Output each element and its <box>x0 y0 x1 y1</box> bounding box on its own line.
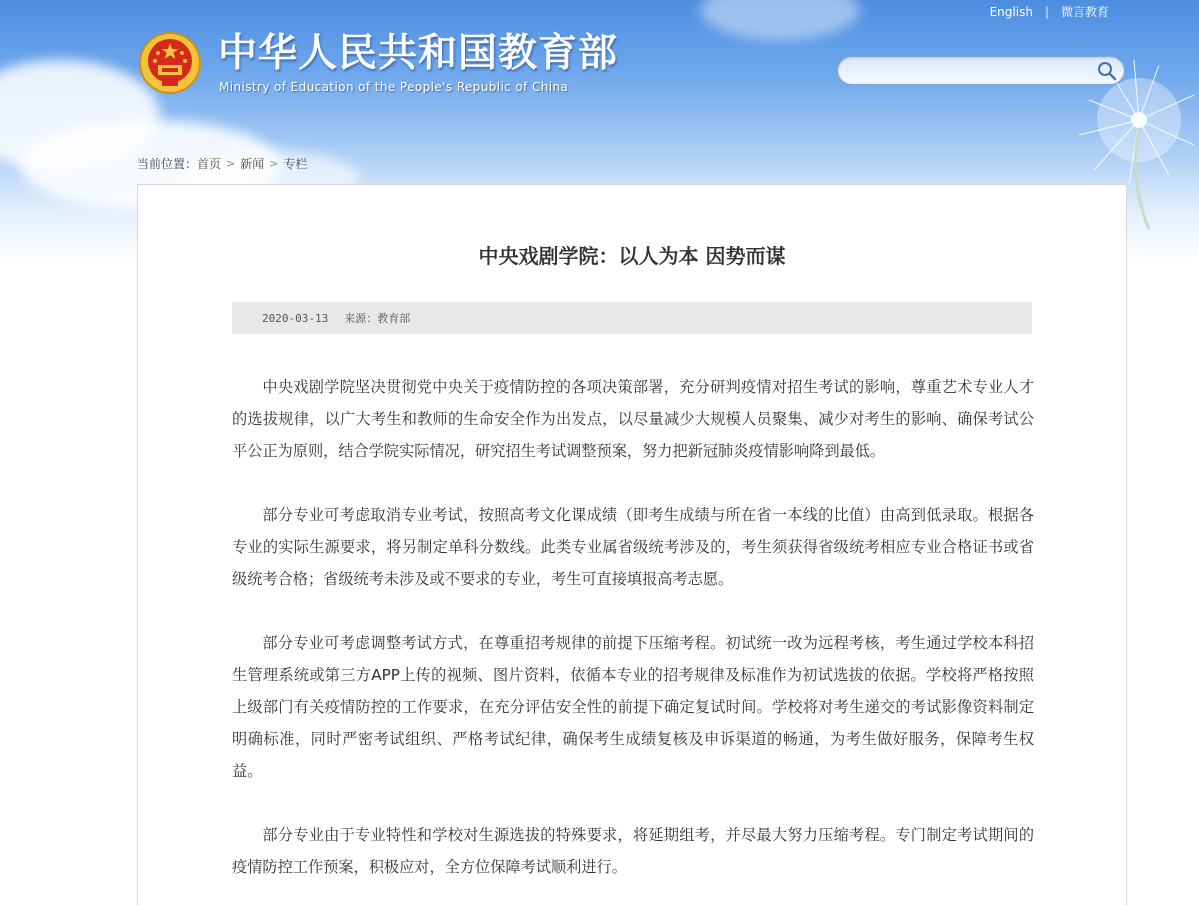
breadcrumb <box>137 155 308 172</box>
chevron-right-icon: > <box>226 157 236 170</box>
article-meta-bar <box>232 302 1032 334</box>
weibo-link[interactable]: 微言教育 <box>1060 5 1109 19</box>
article-title: 中央戏剧学院：以人为本 因势而谋 <box>478 244 786 268</box>
search-icon[interactable] <box>1096 60 1118 82</box>
article-paragraph: 部分专业可考虑取消专业考试，按照高考文化课成绩（即考生成绩与所在省一本线的比值）由高到低录取。根据各专业的实际生源要求，将另制定单科分数线。此类专业属省级统考涉及的，考生须获得省级统考相应专业合格证书或省级统考合格；省级统考未涉及或不要求的专业，考生可直接填报高考志愿。 <box>232 506 1034 588</box>
chevron-right-icon: > <box>269 157 279 170</box>
english-link[interactable]: English <box>989 4 1033 19</box>
article-paragraph: 中央戏剧学院坚决贯彻党中央关于疫情防控的各项决策部署，充分研判疫情对招生考试的影响，尊重艺术专业人才的选拔规律，以广大考生和教师的生命安全作为出发点，以尽量减少大规模人员聚集、减少对考生的影响、确保考试公平公正为原则，结合学院实际情况，研究招生考试调整预案，努力把新冠肺炎疫情影响降到最低。 <box>232 378 1034 460</box>
breadcrumb-column[interactable]: 专栏 <box>283 157 308 171</box>
article-date: 2020-03-13 <box>262 311 329 325</box>
breadcrumb-prefix: 当前位置： <box>137 157 198 171</box>
breadcrumb-news[interactable]: 新闻 <box>240 157 265 171</box>
article-source: 来源：教育部 <box>344 312 411 325</box>
breadcrumb-home[interactable]: 首页 <box>197 157 222 171</box>
search-box <box>837 56 1125 85</box>
top-links <box>990 3 1109 20</box>
article-paragraph: 部分专业可考虑调整考试方式，在尊重招考规律的前提下压缩考程。初试统一改为远程考核，考生通过学校本科招生管理系统或第三方APP上传的视频、图片资料，依循本专业的招考规律及标准作为初试选拔的依据。学校将严格按照上级部门有关疫情防控的工作要求，在充分评估安全性的前提下确定复试时间。学校将对考生递交的考试影像资料制定明确标准，同时严密考试组织、严格考试纪律，确保考生成绩复核及申诉渠道的畅通，为考生做好服务，保障考生权益。 <box>232 634 1034 780</box>
national-emblem-icon[interactable] <box>138 31 202 95</box>
site-subtitle: Ministry of Education of the People's Republic of China <box>219 80 569 94</box>
search-input[interactable] <box>852 61 1096 83</box>
article-container <box>137 184 1127 905</box>
top-links-separator: | <box>1044 4 1049 19</box>
article-paragraph: 部分专业由于专业特性和学校对生源选拔的特殊要求，将延期组考，并尽最大努力压缩考程。专门制定考试期间的疫情防控工作预案，积极应对，全方位保障考试顺利进行。 <box>232 826 1034 876</box>
article-body <box>232 371 1034 905</box>
cloud-decoration <box>700 0 860 40</box>
site-title[interactable]: 中华人民共和国教育部 <box>218 31 619 76</box>
